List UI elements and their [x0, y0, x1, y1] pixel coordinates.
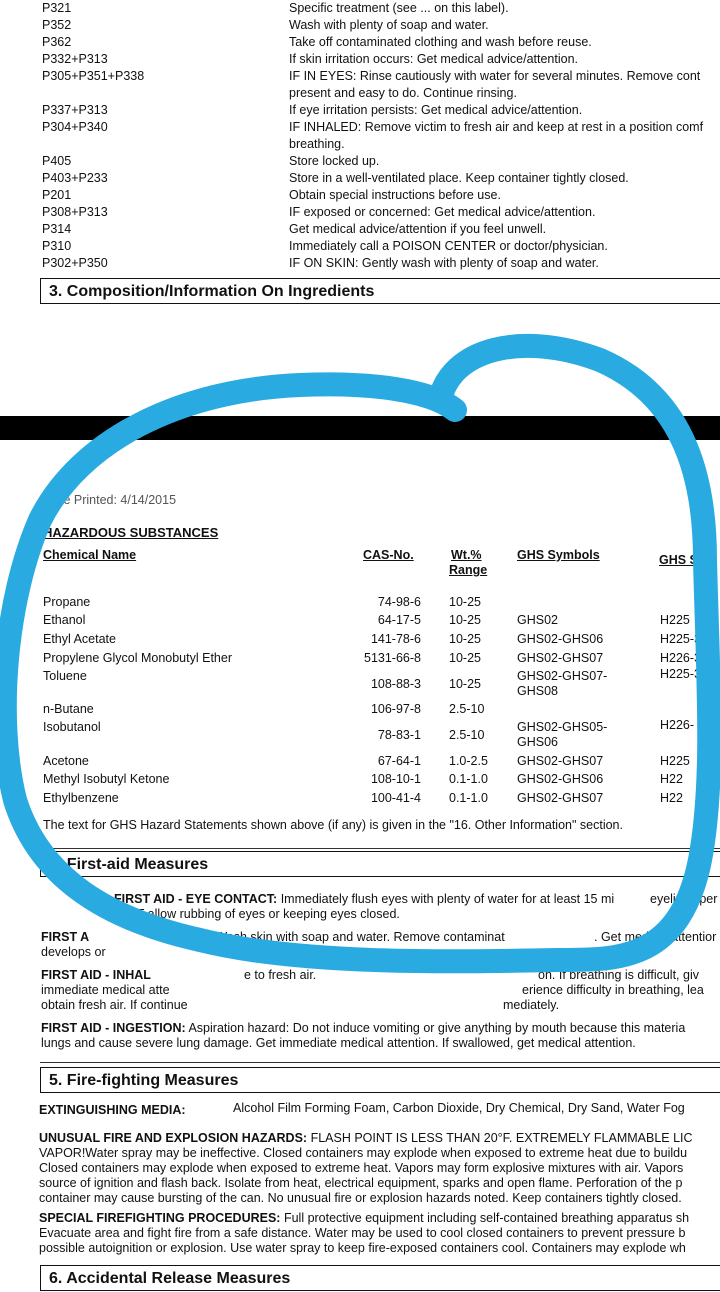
- cell-cas-no: 67-64-1: [377, 754, 421, 768]
- cell-wt-range: 10-25: [449, 632, 481, 646]
- cell-wt-range: 1.0-2.5: [449, 754, 488, 768]
- precautionary-code: P201: [42, 188, 72, 202]
- cell-chemical-name: Propane: [43, 595, 91, 609]
- first-aid-inhalation-line3-tail: mediately.: [503, 998, 560, 1012]
- precautionary-code: P403+P233: [42, 171, 108, 185]
- cell-cas-no: 5131-66-8: [364, 651, 421, 665]
- precautionary-text: Store in a well-ventilated place. Keep container tightly closed.: [289, 171, 629, 185]
- cell-wt-range: 0.1-1.0: [449, 772, 488, 786]
- first-aid-inhalation-tail: on. If breathing is difficult, giv: [538, 968, 699, 982]
- precautionary-code: P302+P350: [42, 256, 108, 270]
- cell-ghs-symbols: GHS02-GHS05-: [517, 720, 608, 734]
- extinguishing-media-text: Alcohol Film Forming Foam, Carbon Dioxide, Dry Chemical, Dry Sand, Water Fog: [233, 1101, 685, 1115]
- cell-ghs-statements: H225: [660, 754, 690, 768]
- precautionary-code: P305+P351+P338: [42, 69, 145, 83]
- precautionary-code: P314: [42, 222, 72, 236]
- unusual-hazards-line3: Closed containers may explode when exposed to extreme heat. Vapors may form explosive mixtures with air. Vapors: [39, 1161, 684, 1175]
- cell-ghs-symbols: GHS02-GHS07: [517, 754, 604, 768]
- precautionary-text: IF IN EYES: Rinse cautiously with water for several minutes. Remove cont: [289, 69, 701, 83]
- cell-chemical-name: Toluene: [43, 669, 87, 683]
- precautionary-text: Wash with plenty of soap and water.: [289, 18, 489, 32]
- first-aid-eye-line2: NOT allow rubbing of eyes or keeping eyes closed.: [118, 907, 400, 921]
- cell-ghs-statements: H225-3: [660, 667, 701, 681]
- precautionary-text: IF ON SKIN: Gently wash with plenty of soap and water.: [289, 256, 599, 270]
- header-chemical-name: Chemical Name: [43, 548, 137, 562]
- cell-chemical-name: Propylene Glycol Monobutyl Ether: [43, 651, 232, 665]
- cell-ghs-statements: H226-3: [660, 651, 701, 665]
- cell-wt-range: 10-25: [449, 651, 481, 665]
- cell-chemical-name: Ethylbenzene: [43, 791, 119, 805]
- cell-ghs-statements: H22: [660, 791, 683, 805]
- header-ghs-statements: GHS S: [659, 553, 698, 567]
- precautionary-text: If eye irritation persists: Get medical advice/attention.: [289, 103, 583, 117]
- section-3-header: [40, 278, 720, 304]
- precautionary-text: Get medical advice/attention if you feel unwell.: [289, 222, 547, 236]
- cell-chemical-name: Methyl Isobutyl Ketone: [43, 772, 170, 786]
- precautionary-code: P352: [42, 18, 72, 32]
- precautionary-text: IF INHALED: Remove victim to fresh air and keep at rest in a position comf: [289, 120, 704, 134]
- unusual-hazards-line4: source of ignition and flash back. Isolate from heat, electrical equipment, sparks and open flame. Perforation of the p: [39, 1176, 683, 1190]
- precautionary-code: P304+P340: [42, 120, 108, 134]
- cell-chemical-name: Isobutanol: [43, 720, 101, 734]
- precautionary-code: P362: [42, 35, 72, 49]
- precautionary-code: P337+P313: [42, 103, 108, 117]
- precautionary-text: Store locked up.: [289, 154, 380, 168]
- section-6-title: 6. Accidental Release Measures: [49, 1270, 291, 1287]
- section-4-header: [40, 851, 720, 877]
- first-aid-ingestion-line2: lungs and cause severe lung damage. Get immediate medical attention. If swallowed, get medical attention.: [41, 1036, 636, 1050]
- precautionary-code: P405: [42, 154, 72, 168]
- cell-cas-no: 100-41-4: [370, 791, 421, 805]
- cell-ghs-symbols: GHS02-GHS07: [517, 651, 604, 665]
- cell-ghs-symbols: GHS02: [517, 613, 558, 627]
- extinguishing-media-label: EXTINGUISHING MEDIA:: [39, 1103, 186, 1117]
- cell-cas-no: 108-88-3: [370, 677, 421, 691]
- precautionary-text: Obtain special instructions before use.: [289, 188, 501, 202]
- cell-ghs-symbols-continued: GHS06: [517, 735, 558, 749]
- precautionary-text: Specific treatment (see ... on this label).: [289, 1, 509, 15]
- header-wt-line1: Wt.%: [451, 548, 482, 562]
- cell-ghs-symbols: GHS02-GHS06: [517, 772, 604, 786]
- divider: [40, 848, 720, 849]
- cell-cas-no: 78-83-1: [377, 728, 421, 742]
- divider: [40, 1062, 720, 1063]
- cell-ghs-statements: H225: [660, 613, 690, 627]
- cell-cas-no: 74-98-6: [377, 595, 421, 609]
- first-aid-skin-label: FIRST A: [41, 930, 90, 944]
- cell-ghs-symbols: GHS02-GHS07-: [517, 669, 608, 683]
- special-procedures-line3: possible autoignition or explosion. Use water spray to keep fire-exposed containers cool. Containers may explode wh: [39, 1241, 686, 1255]
- precautionary-text: If skin irritation occurs: Get medical advice/attention.: [289, 52, 579, 66]
- precautionary-text: Immediately call a POISON CENTER or doctor/physician.: [289, 239, 608, 253]
- cell-wt-range: 0.1-1.0: [449, 791, 488, 805]
- first-aid-inhalation-label: FIRST AID - INHAL: [41, 968, 151, 982]
- hazardous-substances-title: HAZARDOUS SUBSTANCES: [43, 525, 219, 540]
- section-4-title: 4. First-aid Measures: [49, 856, 209, 873]
- section-3-title: 3. Composition/Information On Ingredients: [49, 283, 375, 300]
- header-ghs-symbols: GHS Symbols: [517, 548, 600, 562]
- first-aid-skin-line2: develops or: [41, 945, 106, 959]
- precautionary-code: P308+P313: [42, 205, 108, 219]
- first-aid-skin-tail: . Get medical attentior: [594, 930, 717, 944]
- cell-chemical-name: Ethyl Acetate: [43, 632, 116, 646]
- unusual-hazards-line2: VAPOR!Water spray may be ineffective. Closed containers may explode when exposed to extreme heat due to buildu: [39, 1146, 688, 1160]
- cell-wt-range: 2.5-10: [449, 702, 485, 716]
- section-6-header: [40, 1265, 720, 1291]
- page-separator-bar: [0, 416, 720, 440]
- cell-cas-no: 141-78-6: [370, 632, 421, 646]
- cell-ghs-statements: H225-3: [660, 632, 701, 646]
- precautionary-text-continued: present and easy to do. Continue rinsing.: [289, 86, 517, 100]
- unusual-hazards-line5: container may cause bursting of the can. No unusual fire or explosion hazards noted. Keep containers tightly closed.: [39, 1191, 682, 1205]
- section-5-header: [40, 1067, 720, 1093]
- precautionary-text: IF exposed or concerned: Get medical advice/attention.: [289, 205, 596, 219]
- cell-cas-no: 106-97-8: [370, 702, 421, 716]
- cell-chemical-name: Acetone: [43, 754, 89, 768]
- special-procedures-line2: Evacuate area and fight fire from a safe distance. Water may be used to cool closed containers to prevent pressure b: [39, 1226, 686, 1240]
- cell-ghs-symbols: GHS02-GHS06: [517, 632, 604, 646]
- precautionary-code: P310: [42, 239, 72, 253]
- precautionary-text: Take off contaminated clothing and wash before reuse.: [289, 35, 592, 49]
- cell-wt-range: 2.5-10: [449, 728, 485, 742]
- first-aid-inhalation-line3: obtain fresh air. If continue: [41, 998, 188, 1012]
- cell-cas-no: 64-17-5: [377, 613, 421, 627]
- ghs-note: The text for GHS Hazard Statements shown above (if any) is given in the "16. Other Information" section.: [43, 818, 623, 832]
- precautionary-code: P321: [42, 1, 72, 15]
- first-aid-eye: FIRST AID - EYE CONTACT: Immediately flush eyes with plenty of water for at least 15 mi: [114, 892, 615, 906]
- cell-chemical-name: Ethanol: [43, 613, 86, 627]
- precautionary-code: P332+P313: [42, 52, 108, 66]
- cell-chemical-name: n-Butane: [43, 702, 94, 716]
- cell-ghs-symbols-continued: GHS08: [517, 684, 558, 698]
- first-aid-inhalation-line2-tail: erience difficulty in breathing, lea: [522, 983, 704, 997]
- unusual-hazards: UNUSUAL FIRE AND EXPLOSION HAZARDS: FLASH POINT IS LESS THAN 20°F. EXTREMELY FLAMMABLE LIC: [39, 1131, 693, 1145]
- cell-ghs-statements: H22: [660, 772, 683, 786]
- first-aid-inhalation-text: e to fresh air.: [244, 968, 317, 982]
- section-5-title: 5. Fire-fighting Measures: [49, 1072, 239, 1089]
- special-procedures: SPECIAL FIREFIGHTING PROCEDURES: Full protective equipment including self-contained breathing apparatus sh: [39, 1211, 690, 1225]
- cell-cas-no: 108-10-1: [370, 772, 421, 786]
- header-cas-no: CAS-No.: [363, 548, 414, 562]
- first-aid-eye-tail: eyelids oper: [650, 892, 718, 906]
- cell-ghs-statements: H226-: [660, 718, 695, 732]
- cell-ghs-symbols: GHS02-GHS07: [517, 791, 604, 805]
- cell-wt-range: 10-25: [449, 677, 481, 691]
- first-aid-inhalation-line2: immediate medical atte: [41, 983, 170, 997]
- precautionary-text-continued: breathing.: [289, 137, 345, 151]
- date-printed: Date Printed: 4/14/2015: [44, 493, 177, 507]
- first-aid-ingestion: FIRST AID - INGESTION: Aspiration hazard: Do not induce vomiting or give anything by mouth because this materia: [41, 1021, 686, 1035]
- cell-wt-range: 10-25: [449, 613, 481, 627]
- first-aid-skin: ONTACT: Wash skin with soap and water. Remove contaminat: [158, 930, 505, 944]
- cell-wt-range: 10-25: [449, 595, 481, 609]
- header-wt-line2: Range: [449, 563, 488, 577]
